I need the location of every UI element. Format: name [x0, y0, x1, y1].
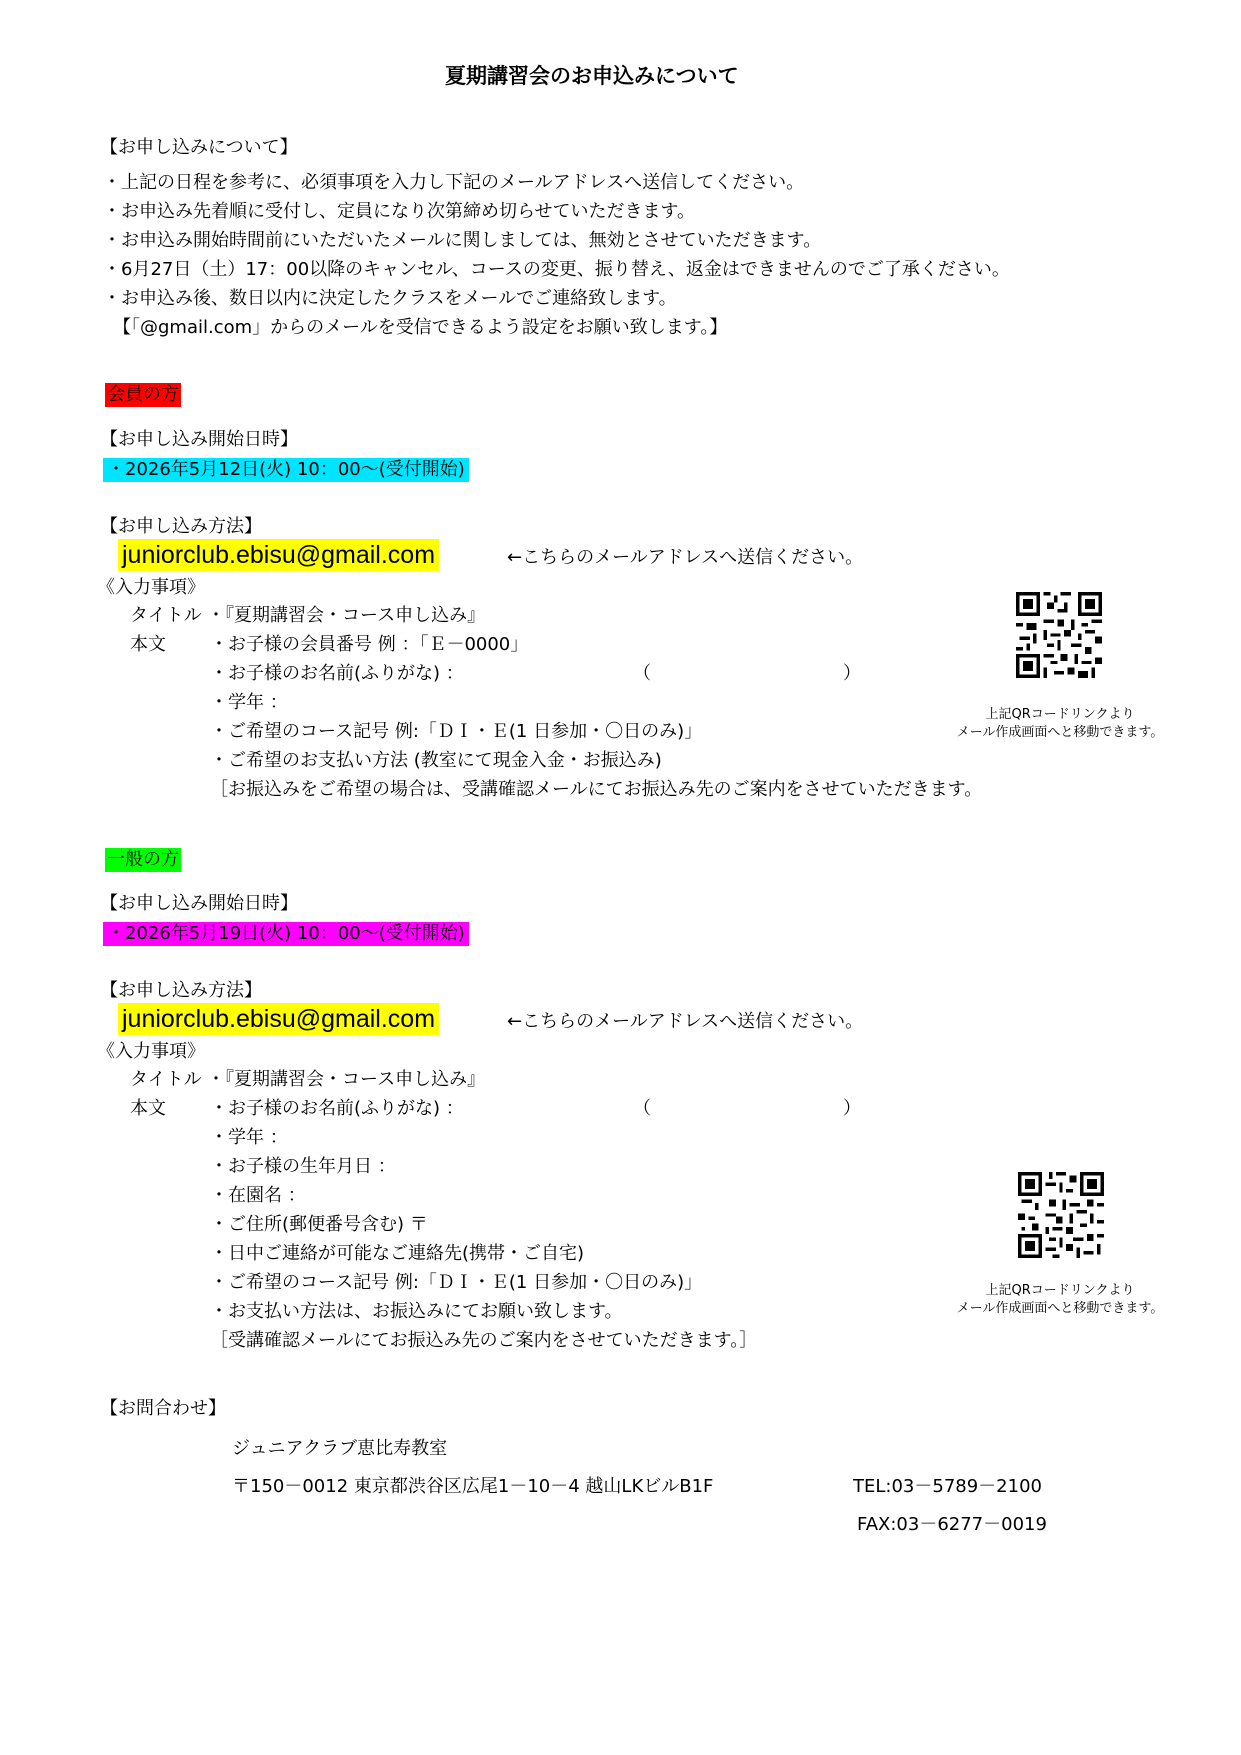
general-qr-caption: 上記QRコードリンクより: [985, 1283, 1135, 1298]
general-email-note: ←こちらのメールアドレスへ送信ください。: [507, 1011, 864, 1032]
members-label: 会員の方: [107, 384, 179, 405]
members-body-line: ・お子様の会員番号 例 ：「Ｅ－0000」: [210, 634, 529, 655]
members-qr-caption: メール作成画面へと移動できます。: [956, 725, 1164, 740]
general-body-line: ・ご希望のコース記号 例:「ＤＩ・Ｅ(1 日参加・〇日のみ)」: [210, 1272, 703, 1293]
general-body-label: 本文: [130, 1098, 166, 1119]
about-line: ・上記の日程を参考に、必須事項を入力し下記のメールアドレスへ送信してください。: [103, 172, 805, 193]
general-qr-caption: メール作成画面へと移動できます。: [956, 1301, 1164, 1316]
paren-open: （: [633, 1098, 651, 1119]
general-label: 一般の方: [107, 849, 179, 870]
members-body-line: ・学年 ：: [210, 692, 288, 713]
general-input-heading: 《入力事項》: [97, 1041, 205, 1062]
general-title-value: ・『夏期講習会・コース申し込み』: [207, 1069, 486, 1090]
contact-name: ジュニアクラブ恵比寿教室: [232, 1438, 448, 1459]
contact-heading: 【お問合わせ】: [100, 1398, 226, 1419]
paren-close: ）: [843, 1098, 861, 1119]
members-title-value: ・『夏期講習会・コース申し込み』: [207, 605, 486, 626]
members-input-heading: 《入力事項》: [97, 577, 205, 598]
general-method-heading: 【お申し込み方法】: [100, 980, 262, 1001]
general-body-line: ・お子様のお名前(ふりがな) ：: [210, 1098, 464, 1119]
members-bracket-note: ［お振込みをご希望の場合は、受講確認メールにてお振込み先のご案内をさせていただきます。: [210, 779, 983, 800]
general-body-line: ・学年 ：: [210, 1127, 288, 1148]
about-line: ・お申込み後、数日以内に決定したクラスをメールでご連絡致します。: [103, 288, 677, 309]
members-body-line: ・ご希望のお支払い方法 (教室にて現金入金・お振込み): [210, 750, 662, 771]
general-email-link[interactable]: juniorclub.ebisu@gmail.com: [118, 1003, 439, 1035]
general-body-line: ・日中ご連絡が可能なご連絡先(携帯・ご自宅): [210, 1243, 585, 1264]
members-start-heading: 【お申し込み開始日時】: [100, 429, 298, 450]
members-qr-code[interactable]: [1016, 592, 1102, 678]
members-start-date: ・2026年5月12日(火) 10：00～(受付開始): [103, 458, 469, 482]
general-body-line: ・在園名 ：: [210, 1185, 306, 1206]
general-start-heading: 【お申し込み開始日時】: [100, 893, 298, 914]
general-body-line: ・お支払い方法は、お振込みにてお願い致します。: [210, 1301, 623, 1322]
qr-code-icon: [1016, 592, 1102, 678]
gmail-notice: 【「@gmail.com」からのメールを受信できるよう設定をお願い致します。】: [113, 317, 728, 338]
general-body-line: ・お子様の生年月日 ：: [210, 1156, 396, 1177]
members-email-note: ←こちらのメールアドレスへ送信ください。: [507, 547, 864, 568]
about-line: ・お申込み先着順に受付し、定員になり次第締め切らせていただきます。: [103, 201, 696, 222]
contact-address: 〒150－0012 東京都渋谷区広尾1－10－4 越山LKビルB1F: [232, 1476, 714, 1497]
contact-tel[interactable]: TEL:03－5789－2100: [853, 1476, 1042, 1497]
members-email-link[interactable]: juniorclub.ebisu@gmail.com: [118, 539, 439, 571]
members-method-heading: 【お申し込み方法】: [100, 516, 262, 537]
page-title: 夏期講習会のお申込みについて: [445, 64, 739, 88]
members-body-label: 本文: [130, 634, 166, 655]
general-title-label: タイトル: [130, 1069, 202, 1090]
paren-close: ）: [843, 663, 861, 684]
members-qr-caption: 上記QRコードリンクより: [985, 707, 1135, 722]
paren-open: （: [633, 663, 651, 684]
about-line: ・お申込み開始時間前にいただいたメールに関しましては、無効とさせていただきます。: [103, 230, 822, 251]
members-title-label: タイトル: [130, 605, 202, 626]
about-line: ・6月27日（土）17：00以降のキャンセル、コースの変更、振り替え、返金はできませんのでご了承ください。: [103, 259, 1010, 280]
qr-code-icon: [1018, 1172, 1104, 1258]
about-heading: 【お申し込みについて】: [100, 137, 298, 158]
contact-fax: FAX:03－6277－0019: [857, 1514, 1047, 1535]
general-body-line: ・ご住所(郵便番号含む) 〒: [210, 1214, 428, 1235]
general-qr-code[interactable]: [1018, 1172, 1104, 1258]
general-bracket-note: ［受講確認メールにてお振込み先のご案内をさせていただきます。］: [210, 1330, 758, 1351]
general-start-date: ・2026年5月19日(火) 10：00～(受付開始): [103, 922, 469, 946]
members-body-line: ・ご希望のコース記号 例:「ＤＩ・Ｅ(1 日参加・〇日のみ)」: [210, 721, 703, 742]
members-body-line: ・お子様のお名前(ふりがな) ：: [210, 663, 464, 684]
